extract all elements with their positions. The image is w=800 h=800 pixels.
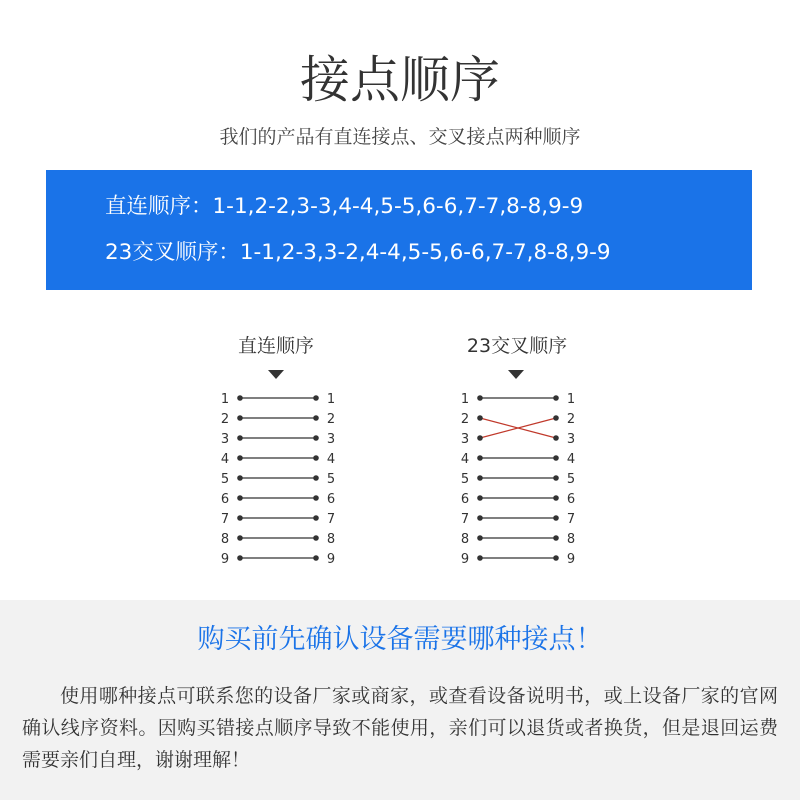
straight-right-pin-label: 1 [326, 392, 336, 407]
crossed-left-pin-dot [477, 415, 483, 421]
crossed-right-pin-label: 5 [566, 472, 576, 487]
crossed-right-pin-label: 9 [566, 552, 576, 567]
crossed-right-pin-label: 6 [566, 492, 576, 507]
straight-left-pin-label: 7 [220, 512, 230, 527]
straight-right-pin-dot [313, 515, 319, 521]
straight-left-pin-label: 2 [220, 412, 230, 427]
crossed-left-pin-label: 1 [460, 392, 470, 407]
straight-left-pin-dot [237, 455, 243, 461]
straight-diagram-label: 直连顺序 [237, 335, 314, 357]
straight-right-pin-dot [313, 455, 319, 461]
crossed-left-pin-label: 7 [460, 512, 470, 527]
crossed-right-pin-dot [553, 495, 559, 501]
crossed-left-pin-dot [477, 395, 483, 401]
straight-left-pin-label: 5 [220, 472, 230, 487]
straight-left-pin-dot [237, 555, 243, 561]
straight-right-pin-label: 2 [326, 412, 336, 427]
straight-right-pin-dot [313, 435, 319, 441]
straight-left-pin-label: 8 [220, 532, 230, 547]
crossed-left-pin-dot [477, 535, 483, 541]
crossed-left-pin-dot [477, 495, 483, 501]
straight-right-pin-dot [313, 555, 319, 561]
straight-right-pin-label: 7 [326, 512, 336, 527]
crossed-left-pin-label: 8 [460, 532, 470, 547]
straight-right-pin-dot [313, 415, 319, 421]
notice-section [0, 600, 800, 800]
straight-left-pin-label: 4 [220, 452, 230, 467]
page-title: 接点顺序 [300, 51, 500, 109]
straight-right-pin-dot [313, 535, 319, 541]
crossed-left-pin-dot [477, 455, 483, 461]
straight-right-pin-dot [313, 475, 319, 481]
straight-left-pin-dot [237, 395, 243, 401]
crossed-left-pin-label: 5 [460, 472, 470, 487]
crossed-right-pin-dot [553, 435, 559, 441]
crossed-wiring-diagram [461, 392, 575, 567]
crossed-left-pin-label: 9 [460, 552, 470, 567]
crossed-right-pin-dot [553, 515, 559, 521]
straight-right-pin-label: 3 [326, 432, 336, 447]
straight-right-pin-label: 4 [326, 452, 336, 467]
crossed-right-pin-label: 7 [566, 512, 576, 527]
straight-right-pin-label: 5 [326, 472, 336, 487]
straight-left-pin-dot [237, 415, 243, 421]
crossed-right-pin-label: 3 [566, 432, 576, 447]
crossed-left-pin-dot [477, 475, 483, 481]
crossed-right-pin-label: 8 [566, 532, 576, 547]
crossed-left-pin-dot [477, 435, 483, 441]
straight-left-pin-label: 6 [220, 492, 230, 507]
straight-left-pin-dot [237, 475, 243, 481]
crossed-right-pin-dot [553, 415, 559, 421]
straight-left-pin-label: 3 [220, 432, 230, 447]
straight-wiring-diagram [221, 392, 335, 567]
straight-right-pin-label: 9 [326, 552, 336, 567]
straight-right-pin-label: 8 [326, 532, 336, 547]
crossed-left-pin-label: 6 [460, 492, 470, 507]
crossed-right-pin-dot [553, 475, 559, 481]
notice-heading: 购买前先确认设备需要哪种接点！ [197, 624, 603, 655]
crossed-right-pin-dot [553, 555, 559, 561]
crossed-right-pin-dot [553, 395, 559, 401]
straight-left-pin-dot [237, 515, 243, 521]
straight-right-pin-label: 6 [326, 492, 336, 507]
straight-left-pin-dot [237, 435, 243, 441]
straight-left-pin-label: 9 [220, 552, 230, 567]
crossed-left-pin-dot [477, 555, 483, 561]
notice-paragraph: 使用哪种接点可联系您的设备厂家或商家，或查看设备说明书，或上设备厂家的官网确认线序资料。因购买错接点顺序导致不能使用，亲们可以退货或者换货，但是退回运费需要亲们自理，谢谢理解！ [22, 685, 778, 771]
page-subtitle: 我们的产品有直连接点、交叉接点两种顺序 [219, 126, 581, 148]
crossed-left-pin-label: 4 [460, 452, 470, 467]
crossed-left-pin-label: 3 [460, 432, 470, 447]
crossed-right-pin-label: 4 [566, 452, 576, 467]
straight-left-pin-dot [237, 535, 243, 541]
crossed-right-pin-dot [553, 455, 559, 461]
crossed-sequence-text: 23交叉顺序：1-1,2-3,3-2,4-4,5-5,6-6,7-7,8-8,9-9 [105, 240, 611, 265]
crossed-right-pin-label: 2 [566, 412, 576, 427]
straight-marker-icon [268, 370, 284, 379]
crossed-left-pin-label: 2 [460, 412, 470, 427]
crossed-right-pin-dot [553, 535, 559, 541]
crossed-diagram-label: 23交叉顺序 [466, 335, 568, 357]
straight-right-pin-dot [313, 495, 319, 501]
straight-left-pin-label: 1 [220, 392, 230, 407]
straight-right-pin-dot [313, 395, 319, 401]
crossed-marker-icon [508, 370, 524, 379]
crossed-left-pin-dot [477, 515, 483, 521]
straight-left-pin-dot [237, 495, 243, 501]
straight-sequence-text: 直连顺序：1-1,2-2,3-3,4-4,5-5,6-6,7-7,8-8,9-9 [105, 194, 584, 219]
crossed-right-pin-label: 1 [566, 392, 576, 407]
